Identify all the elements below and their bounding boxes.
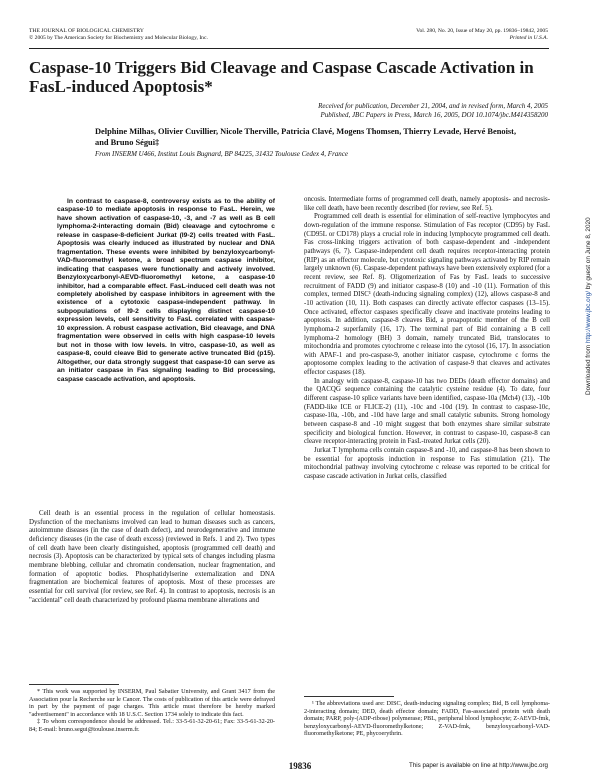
volume-issue: Vol. 280, No. 20, Issue of May 20, pp. 19836–19842, 2005 (416, 28, 548, 34)
received-dates: Received for publication, December 21, 2004, and in revised form, March 4, 2005 (318, 102, 548, 110)
page-number: 19836 (288, 761, 312, 771)
article-title: Caspase-10 Triggers Bid Cleavage and Caspase Cascade Activation in FasL-induced Apoptosis* (29, 58, 534, 96)
copyright-line: © 2005 by The American Society for Biochemistry and Molecular Biology, Inc. (29, 35, 208, 41)
download-suffix: by guest on June 8, 2020 (585, 217, 592, 291)
online-availability: This paper is available on line at http://www.jbc.org (409, 762, 548, 769)
printed-in: Printed in U.S.A. (509, 35, 548, 41)
footnote-rule-right (304, 696, 394, 697)
correspondence-footnote: ‡ To whom correspondence should be addressed. Tel.: 33-5-61-32-20-61; Fax: 33-5-61-32-20-84; E-mail: bruno.segui@toulouse.inserm.fr. (29, 718, 275, 733)
introduction-left-column (29, 510, 275, 605)
author-list: Delphine Milhas, Olivier Cuvillier, Nicole Therville, Patricia Clavé, Mogens Thomsen, Thierry Levade, Hervé Benoist, and Bruno Ségui‡ (95, 127, 517, 147)
right-column (304, 196, 550, 482)
footnotes-left (29, 688, 275, 734)
publication-history (318, 102, 548, 120)
affiliation: From INSERM U466, Institut Louis Bugnard, BP 84225, 31432 Toulouse Cedex 4, France (95, 150, 349, 158)
abbreviations-footnote: ¹ The abbreviations used are: DISC, death-inducing signaling complex; Bid, B cell lymphoma-2-interacting domain; DED, death effector domain; FADD, Fas-associated protein with death domain; PARP, poly-(ADP-ribose) polymerase; PBL, peripheral blood lymphocyte; Z-AEVD-fmk, benzyloxycarbonyl-AEVD-fluoromethylketone; Z-VAD-fmk, benzyloxycarbonyl-VAD-fluoromethylketone; PE, phycoerythrin. (304, 700, 550, 738)
jbc-link[interactable]: http://www.jbc.org/ (585, 290, 592, 344)
download-watermark (585, 217, 592, 395)
published-doi: Published, JBC Papers in Press, March 16, 2005, DOI 10.1074/jbc.M414358200 (320, 111, 548, 119)
paragraph: oncosis. Intermediate forms of programmed cell death, namely apoptosis- and necrosis-like cell death, have been recently described (for review, see Ref. 5). (304, 196, 550, 212)
paragraph: Jurkat T lymphoma cells contain caspase-8 and -10, and caspase-8 has been shown to be essential for apoptosis induction in response to Fas stimulation (21). The mitochondrial pathway involving cytochrome c release was reported to be critical for caspase cascade activation in Jurkat cells, classified (304, 447, 550, 480)
download-prefix: Downloaded from (585, 343, 592, 395)
paragraph: In analogy with caspase-8, caspase-10 has two DEDs (death effector domains) and the QACQG sequence containing the catalytic cysteine residue (4). To date, four different caspase-10 splice variants have been identified, caspase-10a (Mch4) (13), -10b (FADD-like ICE or FLICE-2) (11), -10c and -10d (19). In contrast to caspase-10c, caspase-10a, -10b, and -10d have large and small catalytic subunits. Strong homology between caspase-8 and -10 might suggest that both enzymes share similar substrate specificity and biological function. However, in contrast to caspase-10, caspase-8 can cleave receptor-interacting protein in FasL-treated Jurkat cells (20). (304, 377, 550, 446)
abstract (57, 198, 275, 384)
journal-header-right (416, 28, 548, 42)
journal-name: THE JOURNAL OF BIOLOGICAL CHEMISTRY (29, 28, 144, 34)
header-rule (29, 48, 549, 49)
footnote-rule-left (29, 684, 119, 685)
footnotes-right (304, 700, 550, 738)
funding-footnote: * This work was supported by INSERM, Paul Sabatier University, and Grant 3417 from the Association pour la Recherche sur le Cancer. The costs of publication of this article were defrayed in part by the payment of page charges. This article must therefore be hereby marked "advertisement" in accordance with 18 U.S.C. Section 1734 solely to indicate this fact. (29, 688, 275, 718)
paragraph: Programmed cell death is essential for elimination of self-reactive lymphocytes and down-regulation of the immune response. Stimulation of Fas receptor (CD95) by FasL (CD95L or CD178) plays a crucial role in inducing lymphocyte programmed cell death. Fas cross-linking triggers activation of both caspase-dependent and -independent pathways (6, 7). Caspase-independent cell death requires receptor-interacting protein (RIP) as an effector molecule, but cytotoxic signaling pathways activated by RIP remain largely unknown (6). Caspase-dependent pathways have been extensively explored (for a recent review, see Ref. 8). Oligomerization of Fas by FasL leads to successive recruitment of FADD (9) and initiator caspase-8 (10) and -10 (11). Formation of this complex, termed DISC¹ (death-inducing signaling complex) (12), allows caspase-8 and -10 activation (10, 11). Both caspases can directly activate effector caspases (13–15). Once activated, effector caspases specifically cleave and inactivate proteins leading to apoptosis. In addition, caspase-8 cleaves Bid, a proapoptotic member of the B cell lymphoma-2 superfamily (16, 17). The terminal part of Bid containing a B cell lymphoma-2 homology (BH) 3 domain, namely truncated Bid, translocates to mitochondria and promotes cytochrome c release into the cytosol (16, 17). In association with APAF-1 and pro-caspase-9, another initiator caspase, cytochrome c forms the apoptosome complex leading to the activation of caspase-9 that cleaves and activates effector caspases (18). (304, 213, 550, 377)
abstract-text: In contrast to caspase-8, controversy exists as to the ability of caspase-10 to mediate apoptosis in response to FasL. Herein, we have shown activation of caspase-10, -3, and -7 as well as B cell lymphoma-2-interacting domain (Bid) cleavage and cytochrome c release in caspase-8-deficient Jurkat (I9-2) cells treated with FasL. Apoptosis was clearly induced as illustrated by nuclear and DNA fragmentation. These events were inhibited by benzyloxycarbonyl-VAD-fluoromethyl ketone, a broad spectrum caspase inhibitor, indicating that caspases were functionally and actively involved. Benzyloxycarbonyl-AEVD-fluoromethyl ketone, a caspase-10 inhibitor, had a comparable effect. FasL-induced cell death was not completely abolished by caspase inhibitors in agreement with the existence of a cytotoxic caspase-independent pathway. In subpopulations of I9-2 cells displaying distinct caspase-10 expression levels, cell sensitivity to FasL correlated with caspase-10 expression. A robust caspase activation, Bid cleavage, and DNA fragmentation were observed in cells with high caspase-10 levels but not in those with low levels. In vitro, caspase-10, as well as caspase-8, could cleave Bid to generate active truncated Bid (p15). Altogether, our data strongly suggest that caspase-10 can serve as an initiator caspase in Fas signaling leading to Bid processing, caspase cascade activation, and apoptosis. (57, 198, 275, 383)
intro-paragraph: Cell death is an essential process in the regulation of cellular homeostasis. Dysfunction of the mechanisms involved can lead to human diseases such as cancers, autoimmune diseases (in the case of death defect), and neurodegenerative and immune deficiency diseases (in the case of death excess) (reviewed in Refs. 1 and 2). Two types of cell death have been clearly distinguished, apoptosis (programmed cell death) and necrosis (3). Apoptosis can be characterized by typical sets of changes including plasma membrane blebbing, cellular and chromatin condensation, nuclear fragmentation, and formation of apoptotic bodies. Phosphatidylserine externalization and DNA fragmentation are biochemical features of apoptosis. Most of these processes are essential for cell survival (for review, see Ref. 4). In contrast to apoptosis, necrosis is an "accidental" cell death characterized by profound plasma membrane alterations and (29, 510, 275, 604)
journal-header-left (29, 28, 208, 42)
